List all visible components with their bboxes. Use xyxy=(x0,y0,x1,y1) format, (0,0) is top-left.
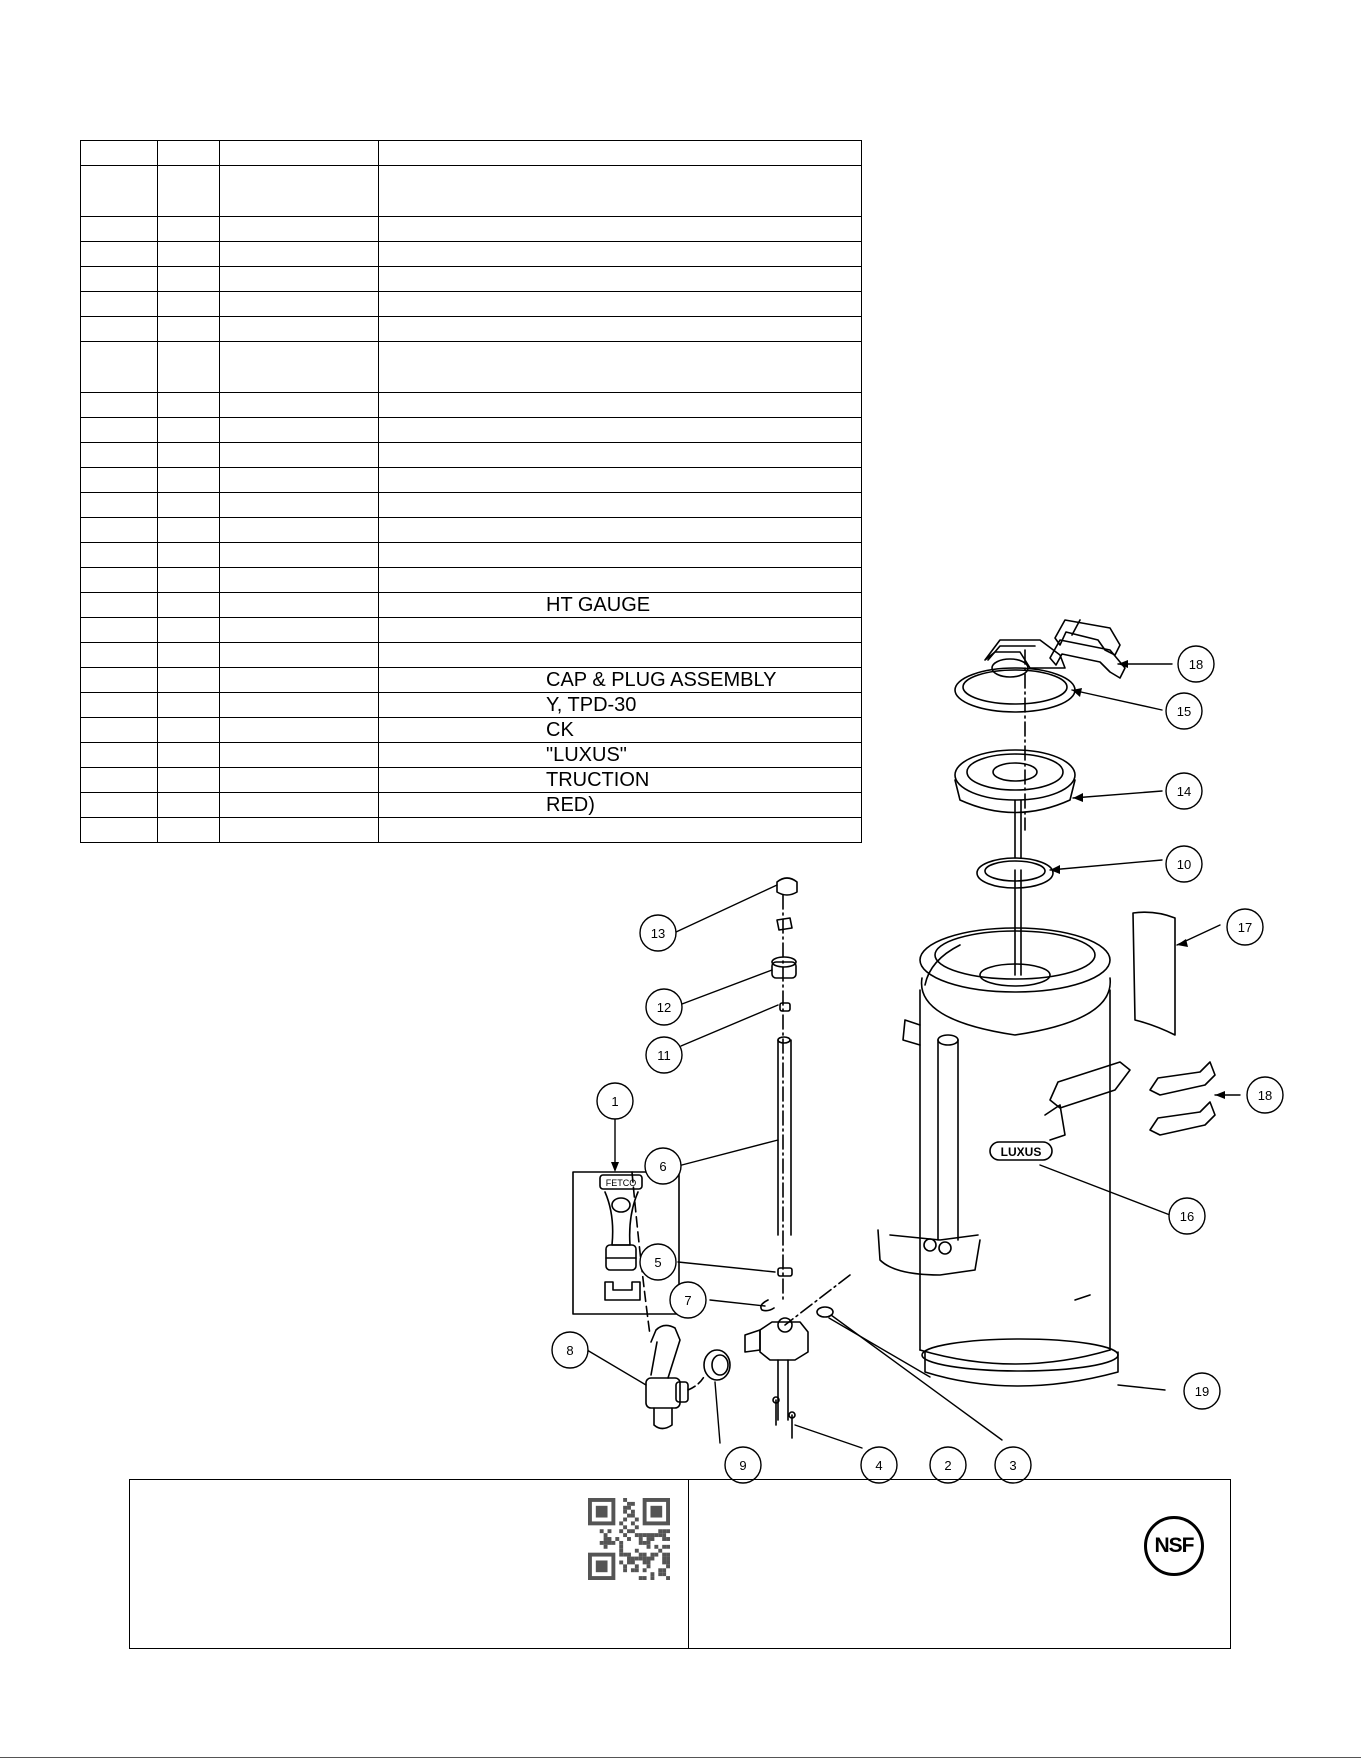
gauge-tube-part xyxy=(778,1037,791,1235)
faucet-part-8 xyxy=(646,1325,705,1428)
leader-lines xyxy=(587,664,1240,1448)
callout-11 xyxy=(646,1037,682,1073)
qr-module xyxy=(608,1537,612,1541)
qr-module xyxy=(623,1564,627,1568)
qr-module xyxy=(623,1506,627,1510)
callout-label: 4 xyxy=(875,1458,883,1473)
qr-module xyxy=(658,1529,662,1533)
qr-module xyxy=(662,1568,666,1572)
qr-module xyxy=(658,1533,662,1537)
qr-module xyxy=(654,1553,658,1557)
qr-module xyxy=(647,1541,651,1545)
qr-module xyxy=(643,1576,647,1580)
callout-13 xyxy=(640,915,676,951)
callout-label: 9 xyxy=(739,1458,747,1473)
urn-body-part xyxy=(878,870,1130,1364)
qr-module xyxy=(647,1533,651,1537)
qr-module xyxy=(619,1560,623,1564)
handle-pad-part xyxy=(1150,1062,1215,1135)
qr-module xyxy=(666,1564,670,1568)
qr-module xyxy=(631,1568,635,1572)
callout-label: 16 xyxy=(1179,1209,1195,1224)
qr-module xyxy=(631,1502,635,1506)
faucet-label: FETCO xyxy=(605,1178,637,1188)
qr-module xyxy=(604,1545,608,1549)
callout-1 xyxy=(597,1083,633,1119)
screw-part-4 xyxy=(773,1397,795,1438)
qr-module xyxy=(639,1541,643,1545)
callout-label: 7 xyxy=(684,1293,692,1308)
callout-label: 14 xyxy=(1176,784,1192,799)
footer-left-panel xyxy=(129,1479,689,1649)
qr-module xyxy=(647,1545,651,1549)
qr-module xyxy=(631,1529,635,1533)
callout-7 xyxy=(670,1282,706,1318)
qr-module xyxy=(604,1541,608,1545)
qr-module xyxy=(604,1537,608,1541)
qr-module xyxy=(627,1557,631,1561)
qr-module xyxy=(650,1533,654,1537)
callout-label: 8 xyxy=(566,1343,574,1358)
qr-module xyxy=(643,1568,647,1572)
faucet-detail-drawing xyxy=(600,1175,642,1300)
callout-18 xyxy=(1247,1077,1283,1113)
callout-label: 19 xyxy=(1194,1384,1210,1399)
callout-label: 13 xyxy=(650,926,666,941)
qr-module xyxy=(666,1576,670,1580)
parts-description-cell: CAP & PLUG ASSEMBLY xyxy=(379,668,862,693)
callout-label: 18 xyxy=(1188,657,1204,672)
callout-12 xyxy=(646,989,682,1025)
qr-module xyxy=(608,1529,612,1533)
qr-module xyxy=(662,1553,666,1557)
qr-module xyxy=(650,1576,654,1580)
qr-module xyxy=(635,1518,639,1522)
callout-15 xyxy=(1166,693,1202,729)
qr-module xyxy=(608,1541,612,1545)
qr-module xyxy=(639,1533,643,1537)
parts-description-cell: "LUXUS" xyxy=(379,743,862,768)
qr-module xyxy=(635,1557,639,1561)
qr-module xyxy=(647,1557,651,1561)
callout-8 xyxy=(552,1332,588,1368)
callout-label: 11 xyxy=(657,1048,671,1063)
qr-module xyxy=(631,1521,635,1525)
qr-module xyxy=(650,1506,662,1518)
coupling-nut-part xyxy=(704,1350,730,1380)
qr-module xyxy=(635,1533,639,1537)
callout-4 xyxy=(861,1447,897,1483)
callout-16 xyxy=(1169,1198,1205,1234)
callout-label: 6 xyxy=(659,1159,667,1174)
qr-module xyxy=(639,1553,643,1557)
qr-module xyxy=(623,1525,627,1529)
qr-module xyxy=(654,1545,658,1549)
parts-description-cell: HT GAUGE xyxy=(379,593,862,618)
page-bottom-rule xyxy=(0,1757,1361,1758)
qr-module xyxy=(635,1564,639,1568)
qr-module xyxy=(647,1564,651,1568)
qr-module xyxy=(631,1560,635,1564)
qr-module xyxy=(619,1545,623,1549)
parts-description-cell: Y, TPD-30 xyxy=(379,693,862,718)
callout-label: 15 xyxy=(1176,704,1192,719)
qr-module xyxy=(623,1510,627,1514)
qr-module xyxy=(666,1557,670,1561)
qr-module xyxy=(596,1506,608,1518)
handle-pad-part xyxy=(1050,620,1125,678)
callout-label: 1 xyxy=(611,1094,619,1109)
lid-assembly-part xyxy=(955,640,1075,712)
qr-module xyxy=(631,1557,635,1561)
callout-label: 17 xyxy=(1237,920,1253,935)
callout-label: 10 xyxy=(1176,857,1192,872)
qr-module xyxy=(643,1560,647,1564)
qr-module xyxy=(627,1502,631,1506)
qr-module xyxy=(600,1529,604,1533)
nut-part-5 xyxy=(778,1268,792,1276)
qr-module xyxy=(662,1533,666,1537)
faucet-detail-box xyxy=(573,1172,679,1314)
qr-module xyxy=(643,1541,647,1545)
nut-part xyxy=(772,918,796,1011)
callout-label: 12 xyxy=(656,1000,672,1015)
qr-module xyxy=(662,1560,666,1564)
qr-module xyxy=(635,1525,639,1529)
callout-9 xyxy=(725,1447,761,1483)
qr-module xyxy=(662,1529,666,1533)
qr-module xyxy=(647,1537,651,1541)
qr-module xyxy=(600,1541,604,1545)
base-ring-part xyxy=(922,1339,1118,1386)
callout-2 xyxy=(930,1447,966,1483)
qr-module xyxy=(627,1537,631,1541)
qr-module xyxy=(654,1533,658,1537)
qr-module xyxy=(623,1568,627,1572)
qr-module xyxy=(650,1557,654,1561)
callout-label: 5 xyxy=(654,1255,662,1270)
badge-text: LUXUS xyxy=(1000,1145,1042,1159)
nsf-logo xyxy=(1144,1516,1204,1576)
qr-module xyxy=(643,1557,647,1561)
qr-code[interactable] xyxy=(588,1498,670,1580)
qr-module xyxy=(619,1521,623,1525)
qr-module xyxy=(662,1572,666,1576)
qr-module xyxy=(619,1529,623,1533)
qr-module xyxy=(643,1533,647,1537)
nsf-logo-text: NSF xyxy=(1154,1534,1194,1557)
qr-module xyxy=(619,1549,623,1553)
cap-part-13 xyxy=(777,878,797,895)
qr-module xyxy=(662,1557,666,1561)
label-sheet-part xyxy=(1133,912,1175,1035)
callout-18 xyxy=(1178,646,1214,682)
callout-5 xyxy=(640,1244,676,1280)
footer-right-panel xyxy=(688,1479,1231,1649)
parts-description-cell: TRUCTION xyxy=(379,768,862,793)
callout-group xyxy=(552,646,1283,1483)
callout-10 xyxy=(1166,846,1202,882)
qr-module xyxy=(627,1553,631,1557)
callout-6 xyxy=(645,1148,681,1184)
qr-module xyxy=(623,1553,627,1557)
qr-module xyxy=(662,1537,666,1541)
callout-label: 18 xyxy=(1257,1088,1273,1103)
qr-module xyxy=(662,1545,666,1549)
qr-module xyxy=(666,1537,670,1541)
qr-module xyxy=(658,1572,662,1576)
qr-module xyxy=(639,1576,643,1580)
qr-module xyxy=(631,1510,635,1514)
qr-module xyxy=(635,1568,639,1572)
qr-module xyxy=(666,1545,670,1549)
qr-module xyxy=(643,1553,647,1557)
qr-module xyxy=(647,1560,651,1564)
axis-line xyxy=(785,1275,850,1325)
qr-module xyxy=(635,1549,639,1553)
qr-module xyxy=(623,1498,627,1502)
callout-3 xyxy=(995,1447,1031,1483)
qr-module xyxy=(666,1560,670,1564)
qr-module xyxy=(650,1537,654,1541)
qr-module xyxy=(623,1518,627,1522)
qr-module xyxy=(658,1549,662,1553)
qr-module xyxy=(666,1553,670,1557)
qr-module xyxy=(631,1514,635,1518)
qr-module xyxy=(639,1537,643,1541)
qr-module xyxy=(650,1553,654,1557)
qr-module xyxy=(666,1529,670,1533)
qr-module xyxy=(627,1560,631,1564)
qr-module xyxy=(615,1537,619,1541)
qr-module xyxy=(627,1514,631,1518)
qr-module xyxy=(650,1572,654,1576)
callout-label: 2 xyxy=(944,1458,952,1473)
qr-module xyxy=(596,1560,608,1572)
qr-module xyxy=(619,1541,623,1545)
qr-module xyxy=(619,1553,623,1557)
callout-label: 3 xyxy=(1009,1458,1017,1473)
qr-module xyxy=(611,1541,615,1545)
qr-module xyxy=(639,1557,643,1561)
parts-description-cell: CK xyxy=(379,718,862,743)
parts-description-cell: RED) xyxy=(379,793,862,818)
qr-module xyxy=(623,1533,627,1537)
callout-17 xyxy=(1227,909,1263,945)
callout-14 xyxy=(1166,773,1202,809)
luxus-badge-part xyxy=(990,1142,1052,1160)
qr-module xyxy=(658,1568,662,1572)
qr-module xyxy=(627,1506,631,1510)
callout-19 xyxy=(1184,1373,1220,1409)
qr-module xyxy=(604,1533,608,1537)
qr-module xyxy=(627,1529,631,1533)
